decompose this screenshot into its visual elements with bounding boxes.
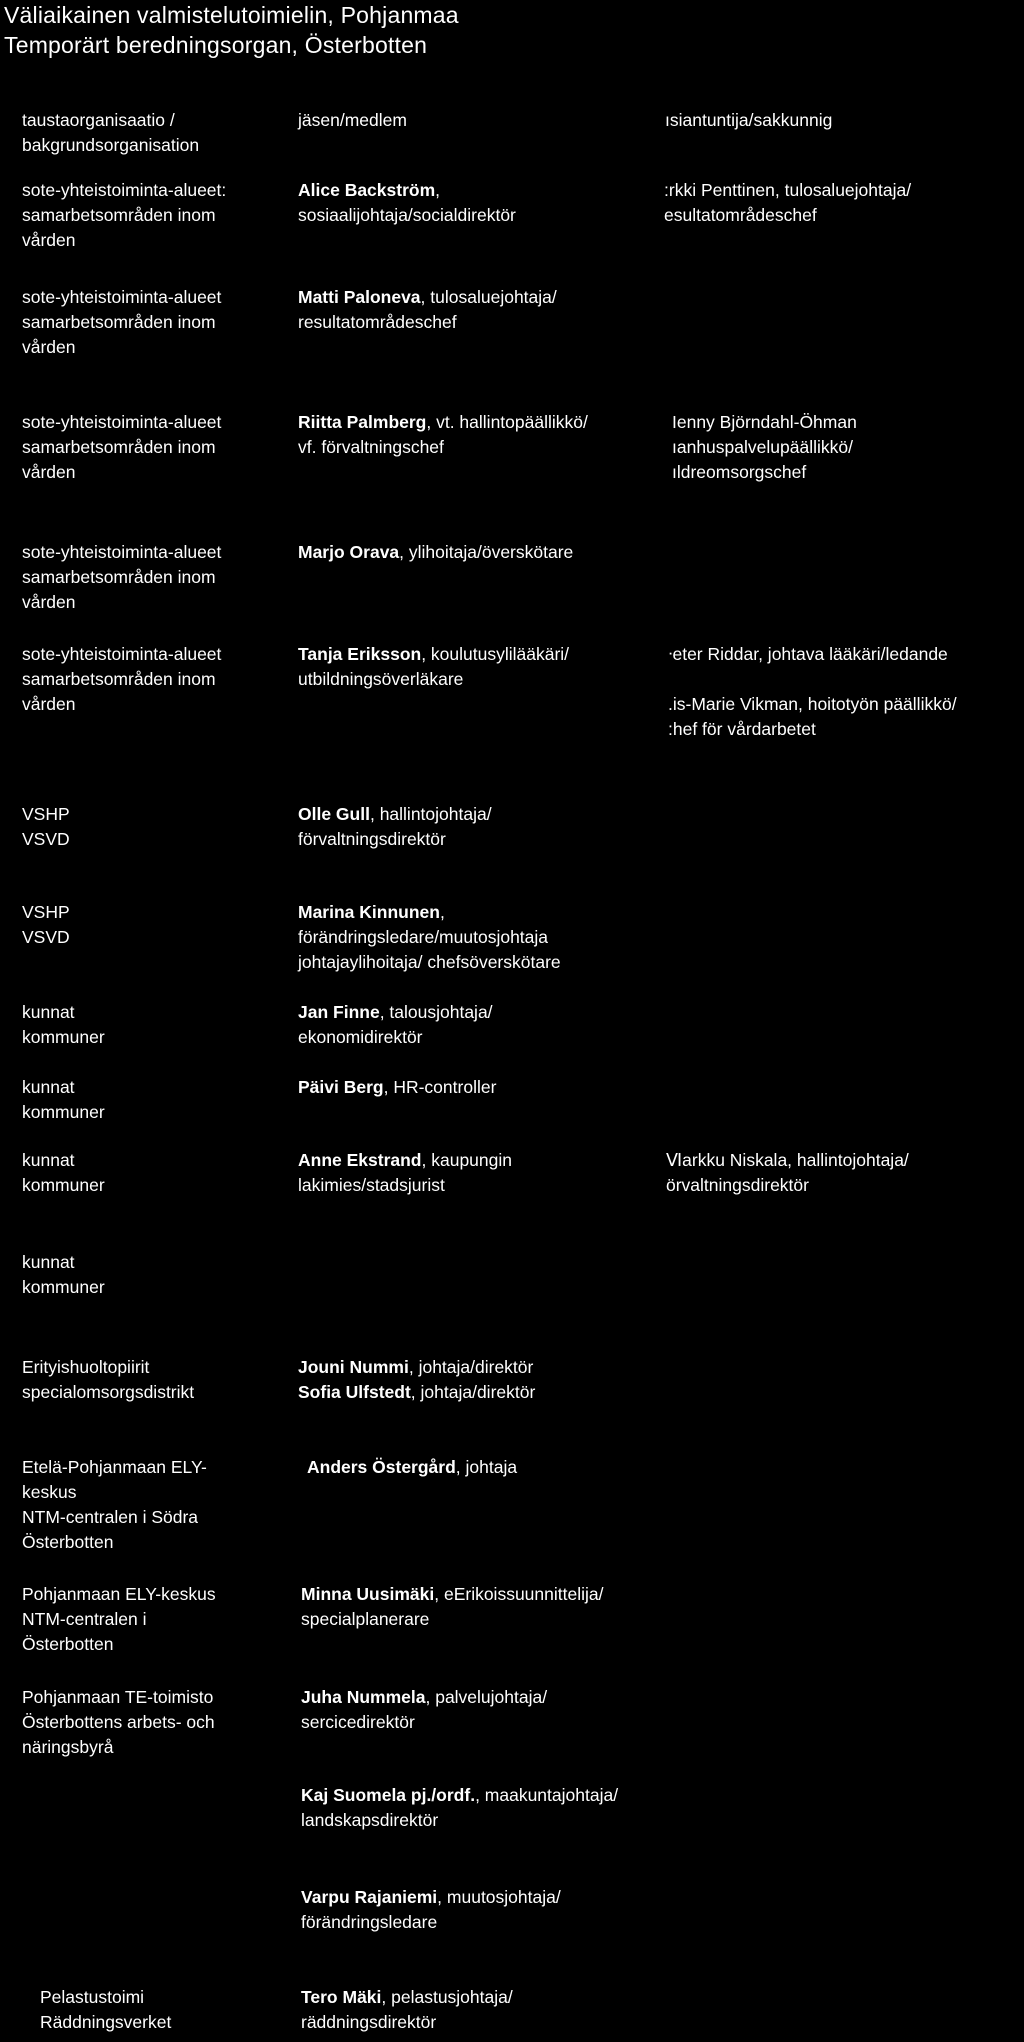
document-title-sv: Temporärt beredningsorgan, Österbotten (4, 32, 428, 58)
document-title-fi: Väliaikainen valmistelutoimielin, Pohjanmaa (4, 2, 459, 28)
row-org: Pelastustoimi Räddningsverket (40, 1987, 172, 2032)
row-member: Marina Kinnunen, förändringsledare/muutosjohtaja johtajaylihoitaja/ chefsöverskötare (298, 902, 561, 972)
row-member: Alice Backström, sosiaalijohtaja/socialdirektör (298, 180, 516, 225)
row-member: Matti Paloneva, tulosaluejohtaja/ resultatområdeschef (298, 287, 557, 332)
row-org: VSHP VSVD (22, 902, 70, 947)
header-org: taustaorganisaatio / bakgrundsorganisation (22, 110, 200, 155)
row-member: Minna Uusimäki, eErikoissuunnittelija/ specialplanerare (301, 1584, 604, 1629)
row-member: Päivi Berg, HR-controller (298, 1077, 497, 1097)
row-member: Riitta Palmberg, vt. hallintopäällikkö/ vf. förvaltningschef (298, 412, 588, 457)
row-member: Tanja Eriksson, koulutusylilääkäri/ utbildningsöverläkare (298, 644, 570, 689)
header-member: jäsen/medlem (298, 110, 407, 130)
row-org: kunnat kommuner (22, 1002, 105, 1047)
row-member: Anders Östergård, johtaja (307, 1457, 518, 1477)
row-org: sote-yhteistoiminta-alueet samarbetsområden inom vården (22, 644, 222, 714)
row-expert: ᐧeter Riddar, johtava lääkäri/ledande .is-Marie Vikman, hoitotyön päällikkö/ :hef för vårdarbetet (668, 644, 957, 739)
row-member: Marjo Orava, ylihoitaja/överskötare (298, 542, 574, 562)
row-org: Etelä-Pohjanmaan ELY- keskus NTM-centralen i Södra Österbotten (22, 1457, 207, 1552)
row-org: Erityishuoltopiirit specialomsorgsdistrikt (22, 1357, 195, 1402)
row-member: Juha Nummela, palvelujohtaja/ sercicedirektör (301, 1687, 548, 1732)
row-member: Kaj Suomela pj./ordf., maakuntajohtaja/ landskapsdirektör (301, 1785, 619, 1830)
row-org: kunnat kommuner (22, 1252, 105, 1297)
header-expert: ısiantuntija/sakkunnig (665, 110, 833, 130)
row-expert: Ⅵarkku Niskala, hallintojohtaja/ örvaltningsdirektör (666, 1150, 909, 1195)
row-org: Pohjanmaan ELY-keskus NTM-centralen i Österbotten (22, 1584, 216, 1654)
row-expert: Ienny Björndahl-Öhman ıanhuspalvelupäällikkö/ ıldreomsorgschef (672, 412, 857, 482)
row-member: Jan Finne, talousjohtaja/ ekonomidirektör (298, 1002, 493, 1047)
row-member: Anne Ekstrand, kaupungin lakimies/stadsjurist (298, 1150, 512, 1195)
row-member: Olle Gull, hallintojohtaja/ förvaltningsdirektör (298, 804, 492, 849)
row-org: sote-yhteistoiminta-alueet samarbetsområden inom vården (22, 542, 222, 612)
row-org: sote-yhteistoiminta-alueet samarbetsområden inom vården (22, 412, 222, 482)
row-org: sote-yhteistoiminta-alueet: samarbetsområden inom vården (22, 180, 227, 250)
row-member: Jouni Nummi, johtaja/direktör Sofia Ulfstedt, johtaja/direktör (298, 1357, 536, 1402)
row-org: kunnat kommuner (22, 1077, 105, 1122)
row-expert: :rkki Penttinen, tulosaluejohtaja/ esultatområdeschef (664, 180, 912, 225)
row-org: sote-yhteistoiminta-alueet samarbetsområden inom vården (22, 287, 222, 357)
row-member: Varpu Rajaniemi, muutosjohtaja/ förändringsledare (301, 1887, 561, 1932)
row-member: Tero Mäki, pelastusjohtaja/ räddningsdirektör (301, 1987, 513, 2032)
row-org: VSHP VSVD (22, 804, 70, 849)
row-org: kunnat kommuner (22, 1150, 105, 1195)
row-org: Pohjanmaan TE-toimisto Österbottens arbets- och näringsbyrå (22, 1687, 215, 1757)
